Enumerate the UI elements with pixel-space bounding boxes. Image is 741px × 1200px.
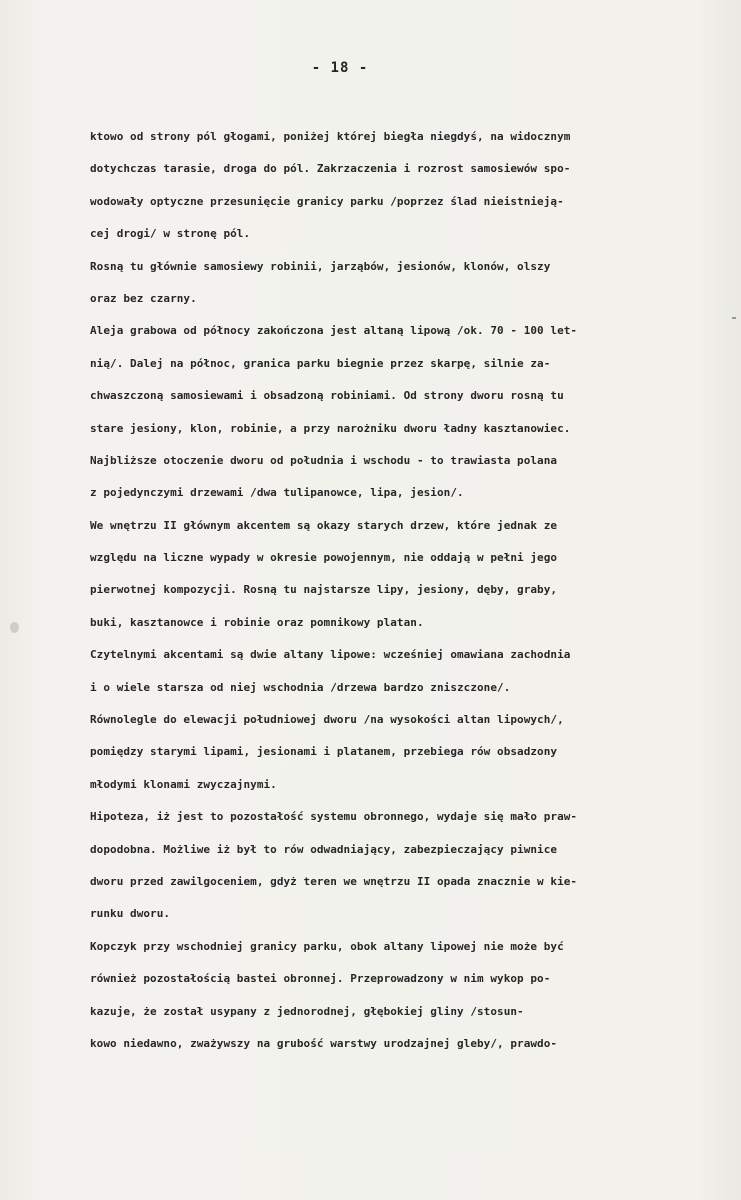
text-line: dworu przed zawilgoceniem, gdyż teren we wnętrzu II opada znacznie w kie- [90,874,578,888]
text-line: buki, kasztanowce i robinie oraz pomnikowy platan. [90,615,424,629]
punch-hole [10,622,19,633]
text-line: pomiędzy starymi lipami, jesionami i platanem, przebiega rów obsadzony [90,745,558,759]
text-line: względu na liczne wypady w okresie powojennym, nie oddają w pełni jego [90,551,558,565]
text-line: i o wiele starsza od niej wschodnia /drzewa bardzo zniszczone/. [90,680,511,694]
text-line: pierwotnej kompozycji. Rosną tu najstarsze lipy, jesiony, dęby, graby, [90,583,558,597]
text-line: młodymi klonami zwyczajnymi. [90,777,277,791]
text-line: wodowały optyczne przesunięcie granicy parku /poprzez ślad nieistnieją- [90,194,564,208]
text-line: kazuje, że został usypany z jednorodnej, głębokiej gliny /stosun- [90,1004,524,1018]
margin-mark [732,317,736,319]
page-number: - 18 - [311,60,369,76]
text-line: oraz bez czarny. [90,291,197,305]
text-line: stare jesiony, klon, robinie, a przy narożniku dworu ładny kasztanowiec. [90,421,571,435]
text-line: chwaszczoną samosiewami i obsadzoną robiniami. Od strony dworu rosną tu [90,389,564,403]
text-line: Równolegle do elewacji południowej dworu /na wysokości altan lipowych/, [90,713,564,727]
text-line: ktowo od strony pól głogami, poniżej której biegła niegdyś, na widocznym [90,130,571,143]
text-line: dopodobna. Możliwe iż był to rów odwadniający, zabezpieczający piwnice [90,842,558,856]
text-line: cej drogi/ w stronę pól. [90,227,251,241]
text-line: nią/. Dalej na północ, granica parku biegnie przez skarpę, silnie za- [90,356,551,370]
text-line: Czytelnymi akcentami są dwie altany lipowe: wcześniej omawiana zachodnia [90,648,571,662]
text-line: dotychczas tarasie, droga do pól. Zakrzaczenia i rozrost samosiewów spo- [90,162,571,176]
text-line: Najbliższe otoczenie dworu od południa i wschodu - to trawiasta polana [90,453,558,467]
text-line: We wnętrzu II głównym akcentem są okazy starych drzew, które jednak ze [90,518,558,532]
text-line: Rosną tu głównie samosiewy robinii, jarząbów, jesionów, klonów, olszy [90,259,551,273]
text-line: również pozostałością bastei obronnej. Przeprowadzony w nim wykop po- [90,972,551,986]
text-line: Kopczyk przy wschodniej granicy parku, obok altany lipowej nie może być [90,939,564,953]
text-line: z pojedynczymi drzewami /dwa tulipanowce, lipa, jesion/. [90,486,464,500]
text-line: Aleja grabowa od północy zakończona jest altaną lipową /ok. 70 - 100 let- [90,324,578,338]
text-line: runku dworu. [90,907,171,921]
body-text [90,121,730,1060]
text-line: kowo niedawno, zważywszy na grubość warstwy urodzajnej gleby/, prawdo- [90,1036,558,1050]
text-line: Hipoteza, iż jest to pozostałość systemu obronnego, wydaje się mało praw- [90,810,578,824]
